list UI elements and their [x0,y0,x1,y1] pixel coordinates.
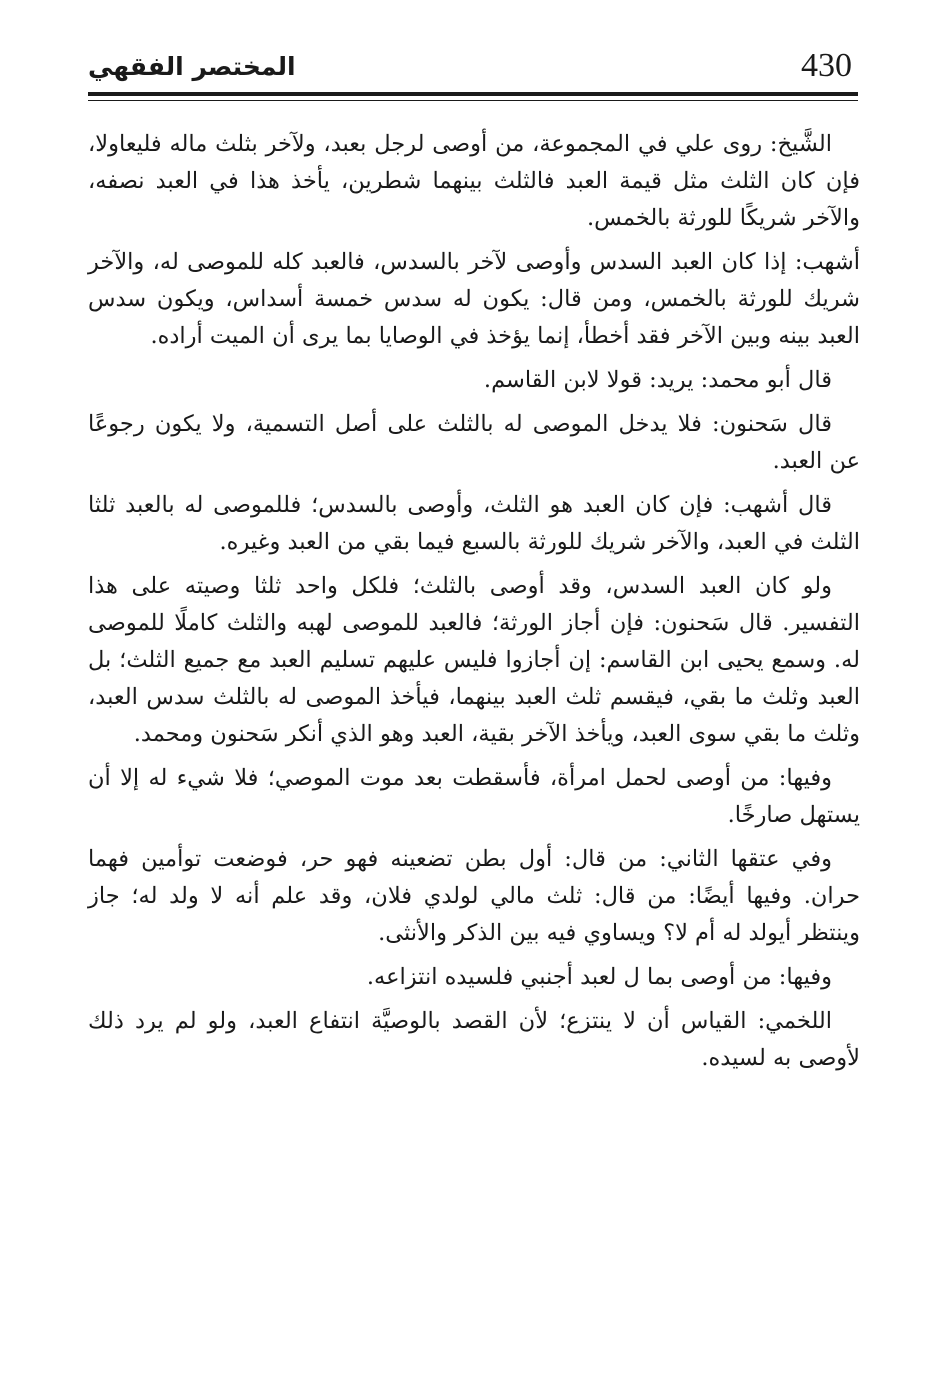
paragraph: وفيها: من أوصى بما ل لعبد أجنبي فلسيده انتزاعه. [366,964,832,990]
paragraph: أشهب: إذا كان العبد السدس وأوصى لآخر بالسدس، فالعبد كله للموصى له، والآخر شريك للورثة بالخمس، ومن قال: يكون له سدس خمسة أسداس، ويكون سدس العبد بينه وبين الآخر فقد أخطأ، إنما يؤخذ في الوصايا بما يرى أن الميت أراده. [88,249,860,349]
paragraph: الشَّيخ: روى علي في المجموعة، من أوصى لرجل بعبد، ولآخر بثلث ماله فليعاولا، فإن كان الثلث مثل قيمة العبد فالثلث بينهما شطرين، يأخذ هذا في العبد نصفه، والآخر شريكًا للورثة بالخمس. [88,131,860,231]
paragraph: ولو كان العبد السدس، وقد أوصى بالثلث؛ فلكل واحد ثلثا وصيته على هذا التفسير. قال سَحنون: فإن أجاز الورثة؛ فالعبد للموصى لهبه والثلث كاملًا للموصى له. وسمع يحيى ابن القاسم: إن أجازوا فليس عليهم تسليم العبد مع جميع الثلث؛ بل العبد وثلث ما بقي، فيقسم ثلث العبد بينهما، فيأخذ الموصى له بالثلث سدس العبد، وثلث ما بقي سوى العبد، ويأخذ الآخر بقية، العبد وهو الذي أنكر سَحنون ومحمد. [88,573,860,747]
paragraph: وفي عتقها الثاني: من قال: أول بطن تضعينه فهو حر، فوضعت توأمين فهما حران. وفيها أيضًا: من قال: ثلث مالي لولدي فلان، وقد علم أنه لا ولد له؛ جاز وينتظر أيولد له أم لا؟ ويساوي فيه بين الذكر والأنثى. [88,846,860,946]
paragraph: قال سَحنون: فلا يدخل الموصى له بالثلث على أصل التسمية، ولا يكون رجوعًا عن العبد. [88,411,860,474]
running-title: المختصر الفقهي [88,52,296,81]
header-rule-thick [88,92,858,96]
header-rule-thin [88,100,858,101]
page-header [88,48,858,90]
paragraph: قال أشهب: فإن كان العبد هو الثلث، وأوصى بالسدس؛ فللموصى له بالعبد ثلثا الثلث في العبد، والآخر شريك للورثة بالسبع فيما بقي من العبد وغيره. [88,492,860,555]
paragraph: قال أبو محمد: يريد: قولا لابن القاسم. [483,367,832,393]
paragraph: اللخمي: القياس أن لا ينتزع؛ لأن القصد بالوصيَّة انتفاع العبد، ولو لم يرد ذلك لأوصى به لسيده. [88,1008,860,1071]
page-number: 430 [801,47,852,84]
main-text [88,126,860,1084]
paragraph: وفيها: من أوصى لحمل امرأة، فأسقطت بعد موت الموصي؛ فلا شيء له إلا أن يستهل صارخًا. [88,765,860,828]
